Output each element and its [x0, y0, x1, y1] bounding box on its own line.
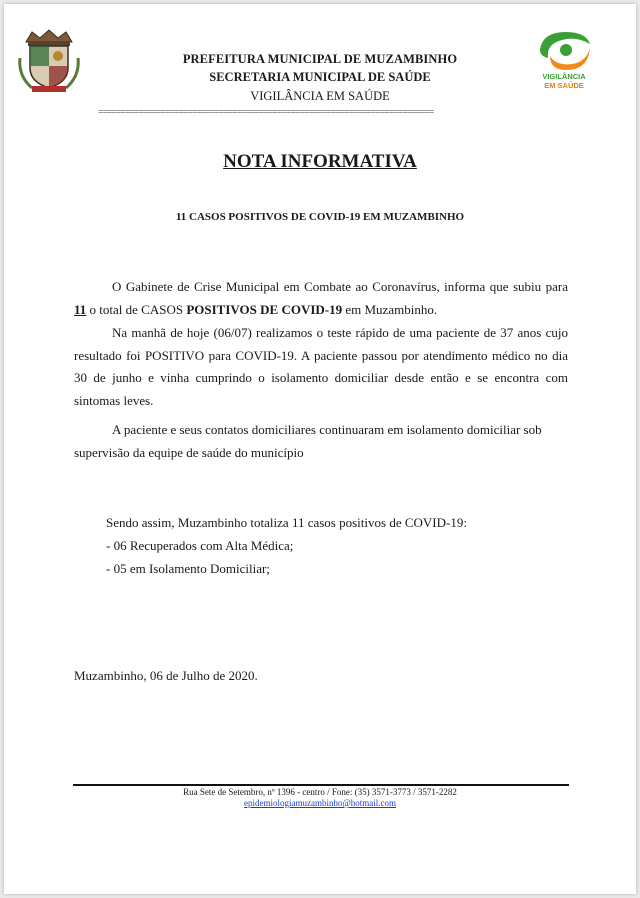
paragraph-1-part-c: em Muzambinho. [342, 301, 438, 317]
em-saude-label: EM SAÚDE [544, 81, 584, 90]
paragraph-1-part-a: O Gabinete de Crise Municipal em Combate ao Coronavírus, informa que subiu para [112, 279, 568, 294]
document-title: NOTA INFORMATIVA [223, 151, 417, 172]
paragraph-1-highlight: POSITIVOS DE COVID-19 [186, 301, 343, 317]
header-secretaria: SECRETARIA MUNICIPAL DE SAÚDE [209, 70, 431, 84]
case-count: 11 [74, 301, 87, 317]
paragraph-2: Na manhã de hoje (06/07) realizamos o teste rápido de uma paciente de 37 anos cujo resultado foi POSITIVO para COVID-19. A paciente passou por atendimento médico no dia 30 de junho e vinha cumprindo o isolamento domiciliar desde então e se encontra com sintomas leves. [74, 325, 568, 408]
header-separator: =========================================================================== [98, 107, 434, 117]
footer-email-link[interactable]: epidemiologiamuzambinho@hotmail.com [243, 798, 396, 808]
summary-item-recovered: - 06 Recuperados com Alta Médica; [106, 538, 294, 553]
header-vigilancia: VIGILÂNCIA EM SAÚDE [250, 89, 390, 103]
vigilancia-label: VIGILÂNCIA [542, 72, 586, 81]
document-subtitle: 11 CASOS POSITIVOS DE COVID-19 EM MUZAMBINHO [175, 211, 465, 223]
summary-intro: Sendo assim, Muzambinho totaliza 11 casos positivos de COVID-19: [106, 515, 467, 530]
footer-divider [73, 784, 569, 786]
header-prefeitura: PREFEITURA MUNICIPAL DE MUZAMBINHO [182, 52, 458, 66]
summary-item-isolation: - 05 em Isolamento Domiciliar; [106, 561, 270, 576]
paragraph-1 [74, 276, 568, 321]
footer-address: Rua Sete de Setembro, nº 1396 - centro / Fone: (35) 3571-3773 / 3571-2282 [183, 787, 457, 797]
summary-list [106, 511, 467, 580]
dateline: Muzambinho, 06 de Julho de 2020. [74, 668, 258, 683]
paragraph-1-part-b: o total de CASOS [86, 301, 187, 317]
paragraph-3: A paciente e seus contatos domiciliares continuaram em isolamento domiciliar sob supervisão da equipe de saúde do município [74, 422, 542, 460]
